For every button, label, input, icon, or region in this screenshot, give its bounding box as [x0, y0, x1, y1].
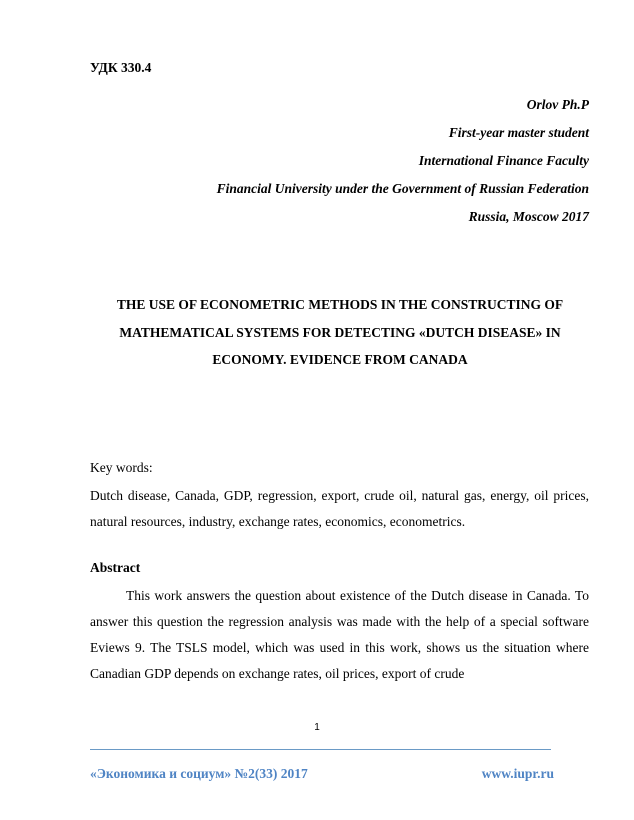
author-position: First-year master student [448, 125, 589, 140]
abstract-text: This work answers the question about existence of the Dutch disease in Canada. To answer this question the regression analysis was made with the help of a special software Eviews 9. The TSLS model, which was used in this work, shows us the situation where Canadian GDP depends on exchange rates, oil prices, export of crude [90, 588, 589, 681]
udk-code: УДК 330.4 [90, 60, 152, 75]
author-university: Financial University under the Government of Russian Federation [216, 181, 589, 196]
journal-name: «Экономика и социум» №2(33) 2017 [90, 766, 308, 781]
page-number: 1 [314, 722, 320, 733]
keywords-text: Dutch disease, Canada, GDP, regression, export, crude oil, natural gas, energy, oil prices, natural resources, industry, exchange rates, economics, econometrics. [90, 488, 589, 529]
author-location: Russia, Moscow 2017 [468, 209, 589, 224]
title-line-3: ECONOMY. EVIDENCE FROM CANADA [212, 352, 468, 367]
author-block [217, 91, 589, 231]
footer-divider [90, 749, 551, 750]
title-line-1: THE USE OF ECONOMETRIC METHODS IN THE CONSTRUCTING OF [116, 297, 564, 312]
website-link[interactable]: www.iupr.ru [481, 766, 554, 781]
keywords-label: Key words: [90, 460, 153, 475]
author-faculty: International Finance Faculty [418, 153, 589, 168]
author-name: Orlov Ph.P [526, 97, 589, 112]
title-line-2: MATHEMATICAL SYSTEMS FOR DETECTING «DUTCH DISEASE» IN [119, 324, 561, 340]
paper-title [60, 291, 620, 374]
abstract-heading: Abstract [90, 560, 141, 575]
